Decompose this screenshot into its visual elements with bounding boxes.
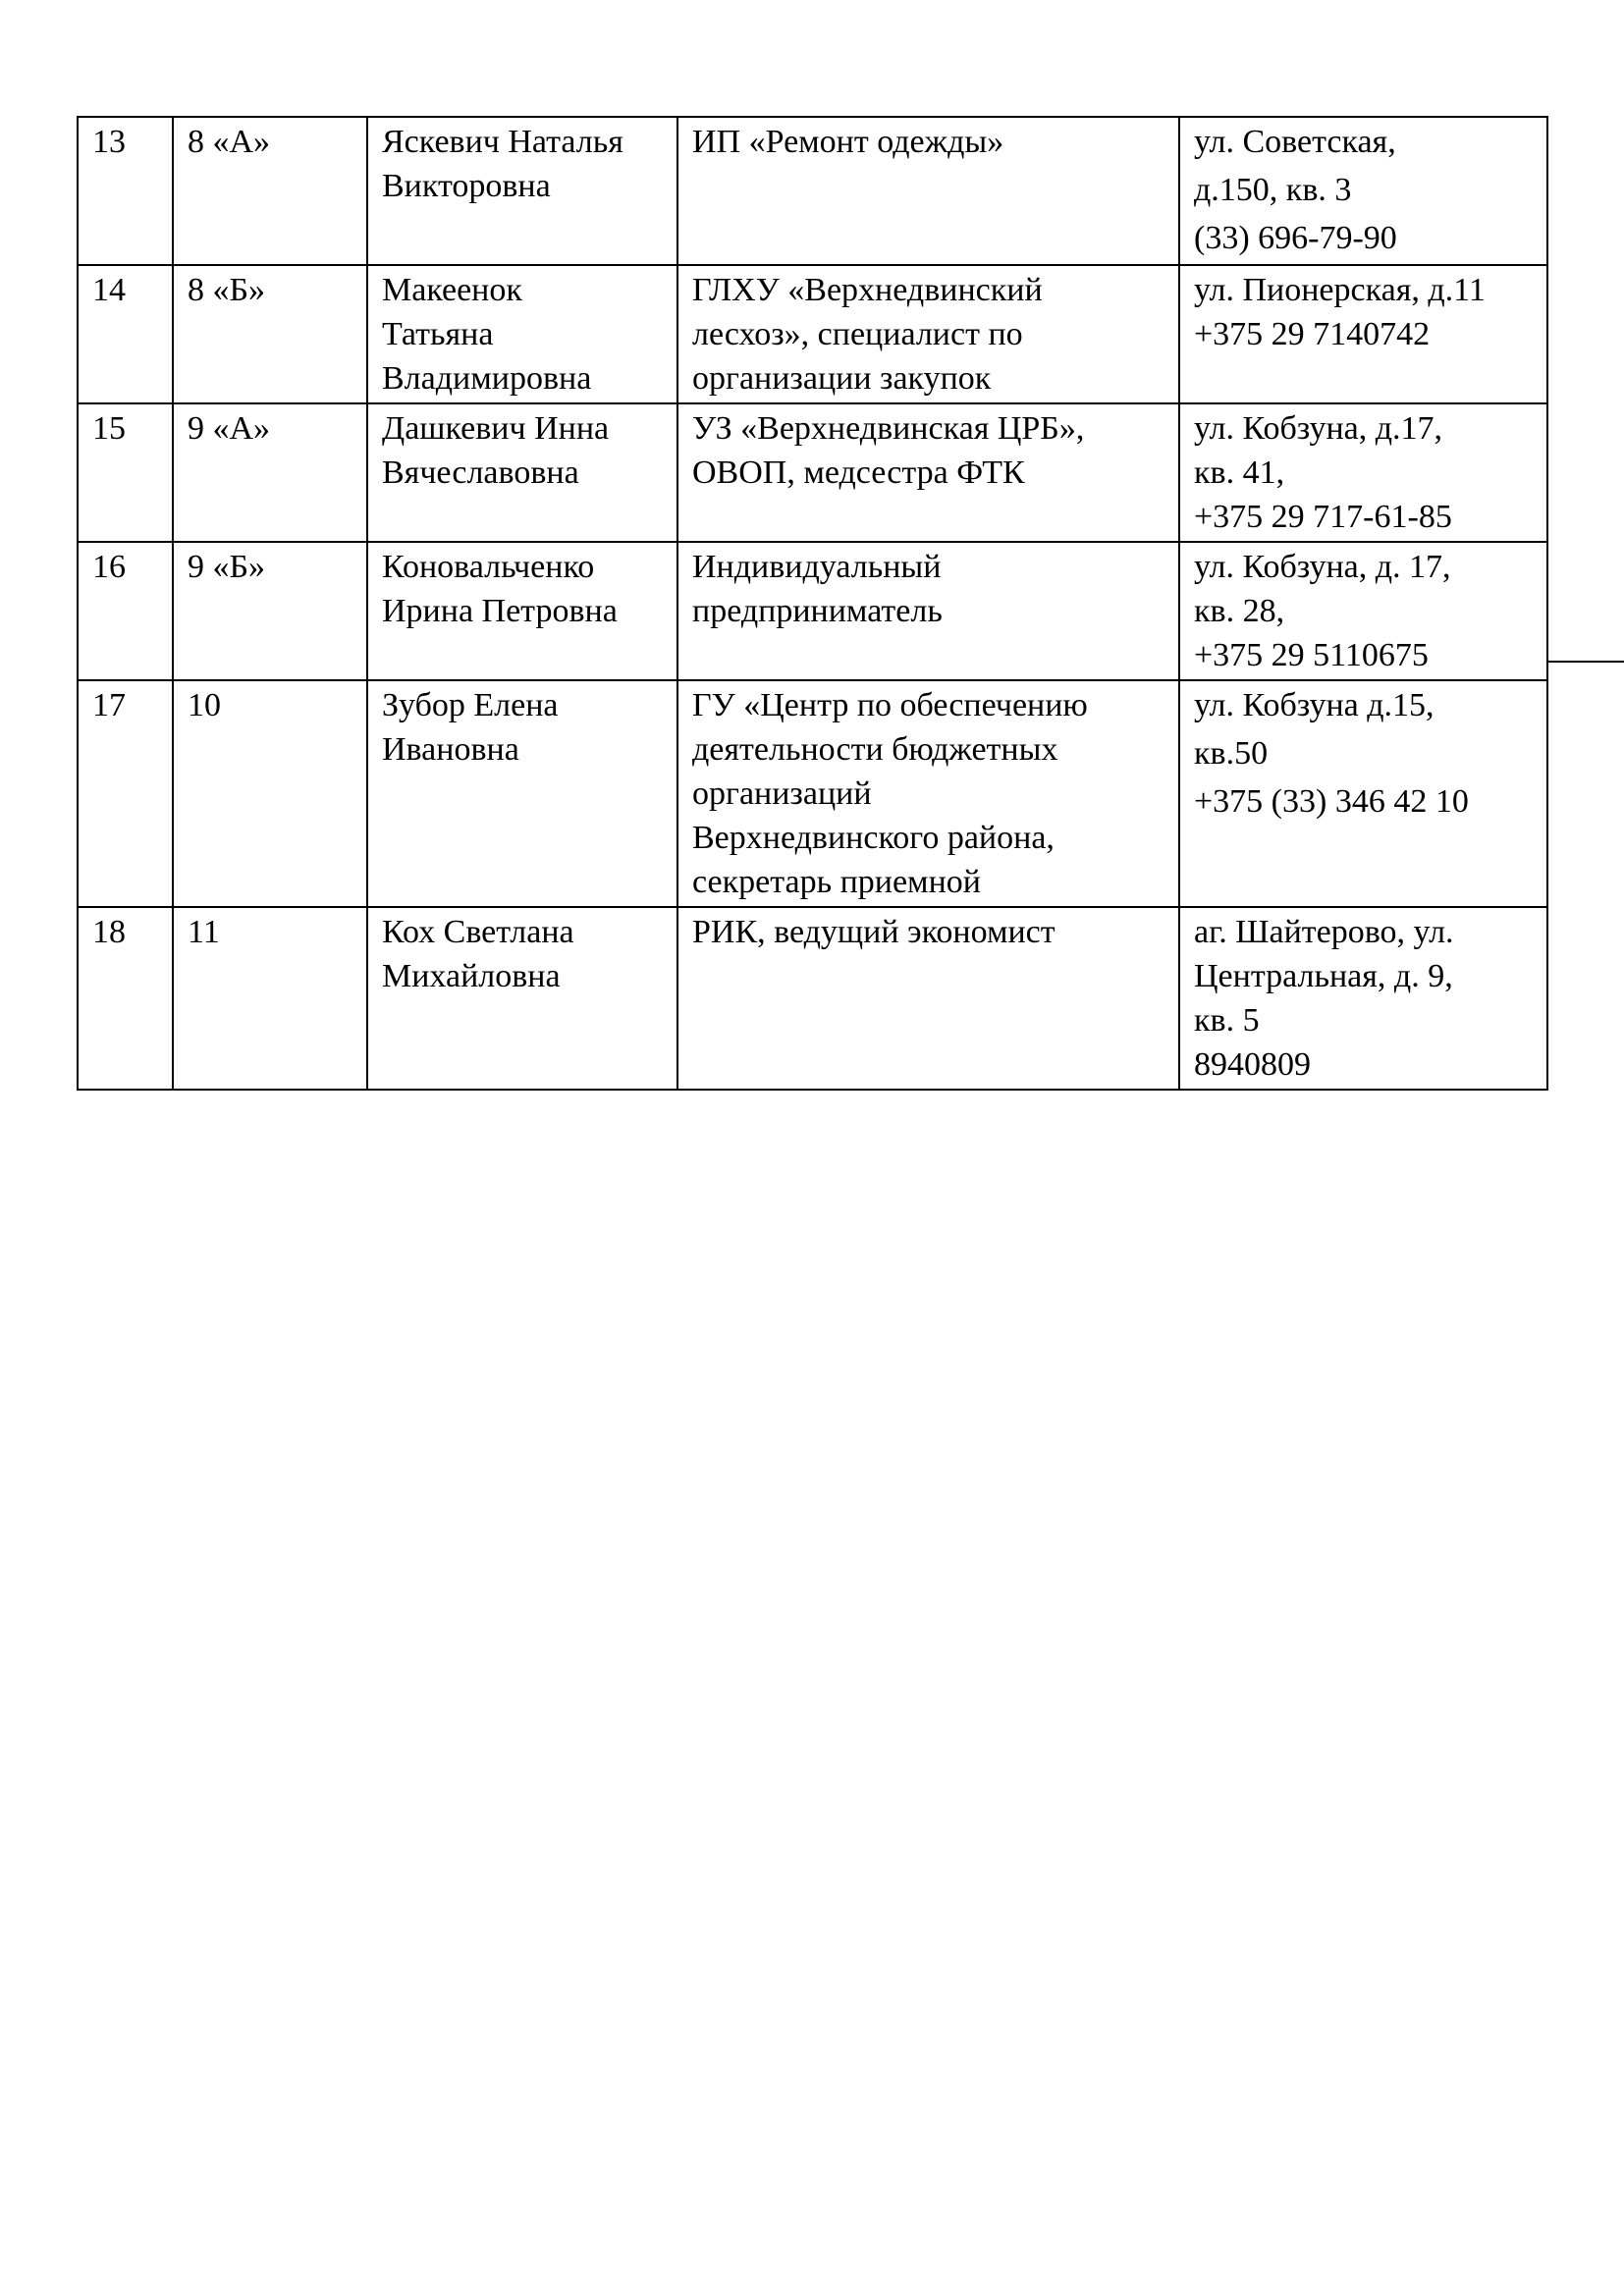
workplace-cell	[677, 117, 1179, 265]
address-cell	[1179, 907, 1547, 1090]
address-cell	[1179, 265, 1547, 403]
name-cell	[367, 907, 677, 1090]
name-line: Викторовна	[382, 168, 551, 204]
name-line: Вячеславовна	[382, 454, 579, 491]
workplace-line: предприниматель	[692, 593, 943, 629]
name-line: Михайловна	[382, 958, 561, 994]
table-border-extension	[1546, 661, 1624, 663]
name-cell	[367, 542, 677, 680]
workplace-line: ИП «Ремонт одежды»	[692, 124, 1004, 160]
phone-line: (33) 696-79-90	[1194, 220, 1397, 256]
workplace-line: лесхоз», специалист по	[692, 316, 1023, 352]
workplace-line: РИК, ведущий экономист	[692, 914, 1056, 950]
table-row	[78, 117, 1547, 265]
address-line: кв. 5	[1194, 1002, 1260, 1039]
name-line: Коновальченко	[382, 549, 595, 585]
phone-line: +375 29 7140742	[1194, 316, 1431, 352]
phone-line: 8940809	[1194, 1046, 1311, 1083]
address-line: кв. 28,	[1194, 593, 1285, 629]
workplace-line: УЗ «Верхнедвинская ЦРБ»,	[692, 410, 1085, 447]
workplace-line: организаций	[692, 775, 872, 812]
address-line: ул. Пионерская, д.11	[1194, 272, 1486, 308]
class-cell: 8 «А»	[173, 117, 367, 265]
address-cell	[1179, 117, 1547, 265]
workplace-line: Верхнедвинского района,	[692, 820, 1055, 856]
workplace-cell	[677, 680, 1179, 907]
workplace-cell	[677, 403, 1179, 542]
address-cell	[1179, 403, 1547, 542]
table-row	[78, 907, 1547, 1090]
address-line: ул. Кобзуна д.15,	[1194, 687, 1435, 723]
row-number-cell: 16	[78, 542, 173, 680]
name-line: Ивановна	[382, 731, 519, 768]
name-line: Ирина Петровна	[382, 593, 618, 629]
address-line: кв. 41,	[1194, 454, 1285, 491]
address-cell	[1179, 542, 1547, 680]
workplace-line: секретарь приемной	[692, 864, 981, 900]
parent-committee-table	[77, 116, 1548, 1091]
table-row	[78, 265, 1547, 403]
row-number-cell: 17	[78, 680, 173, 907]
class-cell: 10	[173, 680, 367, 907]
name-cell	[367, 117, 677, 265]
address-cell	[1179, 680, 1547, 907]
table-row	[78, 680, 1547, 907]
name-line: Зубор Елена	[382, 687, 559, 723]
address-line: ул. Советская,	[1194, 124, 1396, 160]
phone-line: +375 29 717-61-85	[1194, 499, 1452, 535]
class-cell: 9 «Б»	[173, 542, 367, 680]
workplace-line: ОВОП, медсестра ФТК	[692, 454, 1025, 491]
name-line: Владимировна	[382, 360, 592, 397]
name-line: Дашкевич Инна	[382, 410, 610, 447]
workplace-line: организации закупок	[692, 360, 992, 397]
address-line: аг. Шайтерово, ул.	[1194, 914, 1454, 950]
workplace-cell	[677, 542, 1179, 680]
class-cell: 11	[173, 907, 367, 1090]
workplace-cell	[677, 265, 1179, 403]
name-cell	[367, 680, 677, 907]
address-line: ул. Кобзуна, д. 17,	[1194, 549, 1451, 585]
class-cell: 8 «Б»	[173, 265, 367, 403]
table-row	[78, 542, 1547, 680]
workplace-cell	[677, 907, 1179, 1090]
workplace-line: Индивидуальный	[692, 549, 942, 585]
name-cell	[367, 403, 677, 542]
class-cell: 9 «А»	[173, 403, 367, 542]
row-number-cell: 15	[78, 403, 173, 542]
workplace-line: ГУ «Центр по обеспечению	[692, 687, 1088, 723]
row-number-cell: 13	[78, 117, 173, 265]
name-line: Яскевич Наталья	[382, 124, 623, 160]
row-number-cell: 14	[78, 265, 173, 403]
name-line: Макеенок	[382, 272, 522, 308]
phone-line: +375 (33) 346 42 10	[1194, 783, 1469, 820]
phone-line: +375 29 5110675	[1194, 637, 1429, 673]
name-cell	[367, 265, 677, 403]
workplace-line: деятельности бюджетных	[692, 731, 1058, 768]
address-line: кв.50	[1194, 735, 1269, 772]
name-line: Татьяна	[382, 316, 494, 352]
workplace-line: ГЛХУ «Верхнедвинский	[692, 272, 1043, 308]
address-line: Центральная, д. 9,	[1194, 958, 1453, 994]
row-number-cell: 18	[78, 907, 173, 1090]
table-row	[78, 403, 1547, 542]
address-line: д.150, кв. 3	[1194, 172, 1352, 208]
name-line: Кох Светлана	[382, 914, 574, 950]
address-line: ул. Кобзуна, д.17,	[1194, 410, 1443, 447]
